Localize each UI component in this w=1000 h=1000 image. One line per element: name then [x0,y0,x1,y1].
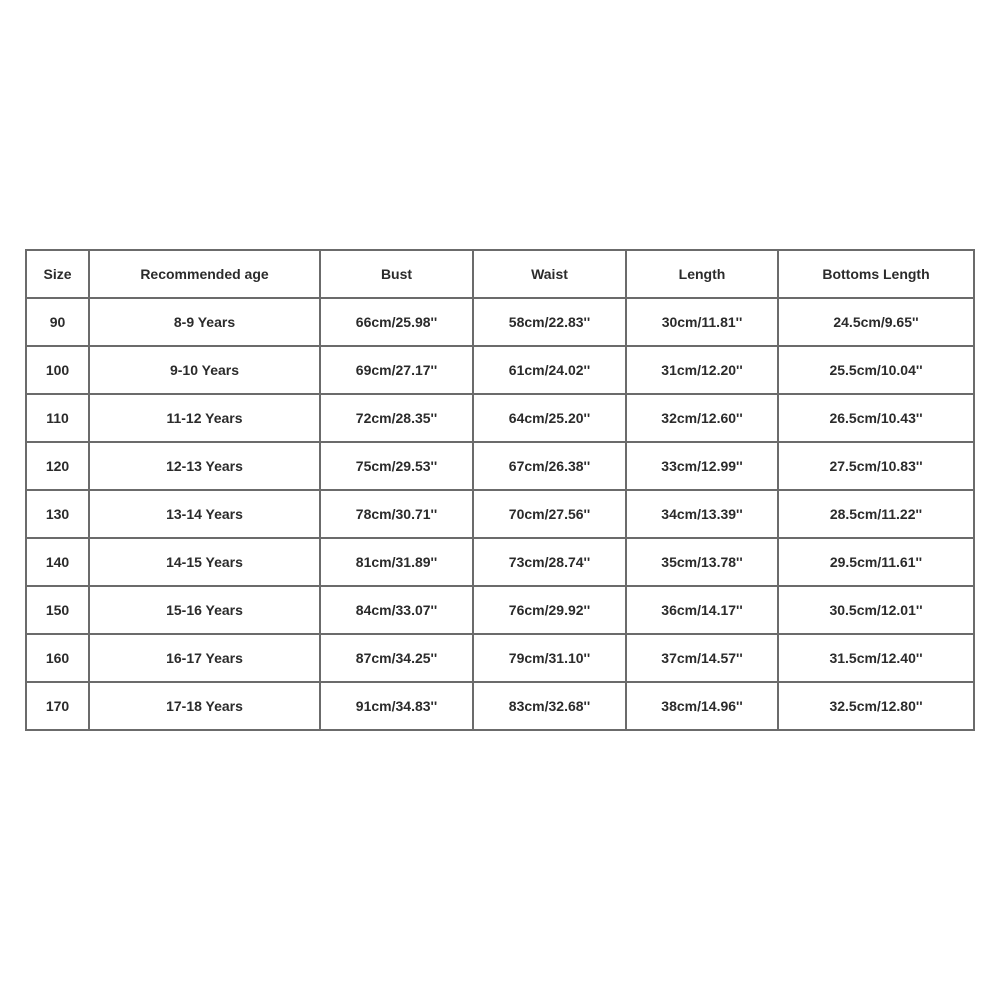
cell-waist: 64cm/25.20'' [474,395,627,443]
cell-length: 38cm/14.96'' [627,683,779,731]
size-chart-table [25,249,975,731]
cell-recommended-age: 16-17 Years [90,635,321,683]
header-length: Length [627,251,779,299]
cell-recommended-age: 8-9 Years [90,299,321,347]
cell-size: 160 [27,635,90,683]
table-row [27,539,975,587]
header-bust: Bust [321,251,474,299]
cell-waist: 61cm/24.02'' [474,347,627,395]
cell-bottoms-length: 26.5cm/10.43'' [779,395,975,443]
cell-bust: 75cm/29.53'' [321,443,474,491]
cell-bottoms-length: 24.5cm/9.65'' [779,299,975,347]
cell-size: 130 [27,491,90,539]
header-recommended-age: Recommended age [90,251,321,299]
cell-bust: 81cm/31.89'' [321,539,474,587]
cell-length: 32cm/12.60'' [627,395,779,443]
cell-length: 34cm/13.39'' [627,491,779,539]
cell-recommended-age: 13-14 Years [90,491,321,539]
header-size: Size [27,251,90,299]
cell-length: 35cm/13.78'' [627,539,779,587]
cell-size: 170 [27,683,90,731]
cell-bottoms-length: 25.5cm/10.04'' [779,347,975,395]
cell-bust: 72cm/28.35'' [321,395,474,443]
header-waist: Waist [474,251,627,299]
cell-recommended-age: 14-15 Years [90,539,321,587]
cell-size: 100 [27,347,90,395]
cell-size: 110 [27,395,90,443]
cell-length: 36cm/14.17'' [627,587,779,635]
cell-recommended-age: 11-12 Years [90,395,321,443]
table-row [27,587,975,635]
cell-recommended-age: 9-10 Years [90,347,321,395]
table-row [27,683,975,731]
cell-bottoms-length: 27.5cm/10.83'' [779,443,975,491]
cell-length: 31cm/12.20'' [627,347,779,395]
cell-waist: 70cm/27.56'' [474,491,627,539]
table-row [27,491,975,539]
cell-waist: 67cm/26.38'' [474,443,627,491]
cell-recommended-age: 17-18 Years [90,683,321,731]
table-row [27,395,975,443]
cell-bust: 78cm/30.71'' [321,491,474,539]
cell-bottoms-length: 29.5cm/11.61'' [779,539,975,587]
cell-waist: 58cm/22.83'' [474,299,627,347]
cell-recommended-age: 12-13 Years [90,443,321,491]
table-row [27,443,975,491]
table-row [27,347,975,395]
cell-length: 30cm/11.81'' [627,299,779,347]
cell-bottoms-length: 32.5cm/12.80'' [779,683,975,731]
cell-bottoms-length: 28.5cm/11.22'' [779,491,975,539]
cell-bottoms-length: 31.5cm/12.40'' [779,635,975,683]
table-row [27,635,975,683]
cell-length: 37cm/14.57'' [627,635,779,683]
cell-size: 150 [27,587,90,635]
cell-waist: 79cm/31.10'' [474,635,627,683]
cell-size: 90 [27,299,90,347]
header-bottoms-length: Bottoms Length [779,251,975,299]
cell-size: 120 [27,443,90,491]
cell-bust: 87cm/34.25'' [321,635,474,683]
cell-waist: 83cm/32.68'' [474,683,627,731]
cell-bust: 84cm/33.07'' [321,587,474,635]
cell-bottoms-length: 30.5cm/12.01'' [779,587,975,635]
cell-recommended-age: 15-16 Years [90,587,321,635]
cell-size: 140 [27,539,90,587]
cell-length: 33cm/12.99'' [627,443,779,491]
table-row [27,299,975,347]
cell-waist: 73cm/28.74'' [474,539,627,587]
cell-bust: 69cm/27.17'' [321,347,474,395]
cell-bust: 91cm/34.83'' [321,683,474,731]
table-header-row [27,251,975,299]
cell-waist: 76cm/29.92'' [474,587,627,635]
cell-bust: 66cm/25.98'' [321,299,474,347]
